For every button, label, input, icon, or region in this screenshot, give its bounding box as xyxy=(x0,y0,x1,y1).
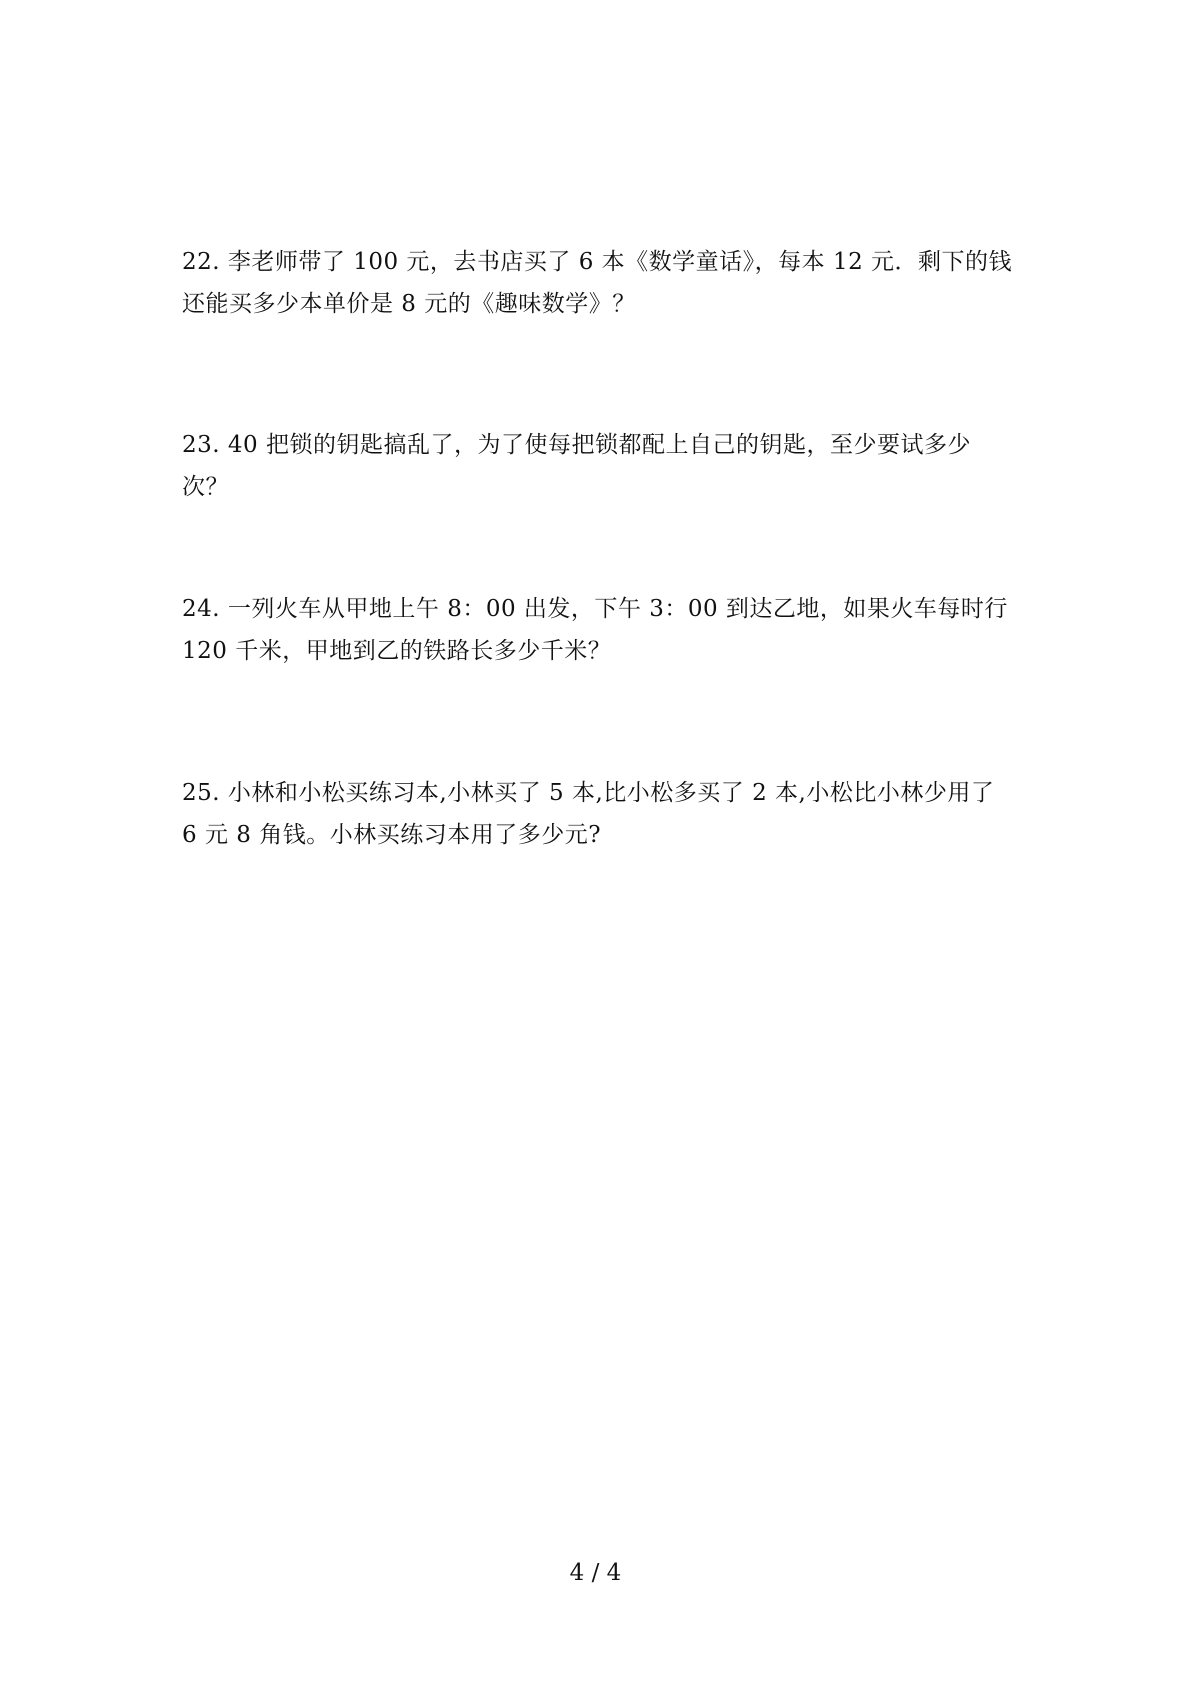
question-number: 24. xyxy=(182,596,221,622)
question-number: 23. xyxy=(182,432,221,458)
question-25-line-2: 6 元 8 角钱。小林买练习本用了多少元? xyxy=(182,822,602,848)
question-text: 小林和小松买练习本,小林买了 5 本,比小松多买了 2 本,小松比小林少用了 xyxy=(227,780,995,806)
question-23-line-2: 次？ xyxy=(182,474,229,500)
question-number: 22. xyxy=(182,249,221,275)
question-text: 40 把锁的钥匙搞乱了，为了使每把锁都配上自己的钥匙，至少要试多少 xyxy=(227,432,971,458)
question-24-line-1 xyxy=(182,588,1022,630)
question-25-line-1 xyxy=(182,772,1022,814)
question-text: 李老师带了 100 元，去书店买了 6 本《数学童话》，每本 12 元．剩下的钱 xyxy=(227,249,1013,275)
question-22-line-2: 还能买多少本单价是 8 元的《趣味数学》？ xyxy=(182,291,636,317)
question-23-line-1 xyxy=(182,424,1022,466)
question-23 xyxy=(182,424,1022,508)
question-25 xyxy=(182,772,1022,856)
question-24-line-2: 120 千米，甲地到乙的铁路长多少千米？ xyxy=(182,638,612,664)
page-number: 4 / 4 xyxy=(569,1560,622,1586)
question-22 xyxy=(182,241,1022,325)
question-text: 一列火车从甲地上午 8：00 出发，下午 3：00 到达乙地，如果火车每时行 xyxy=(227,596,1008,622)
question-22-line-1 xyxy=(182,241,1022,283)
question-24 xyxy=(182,588,1022,672)
question-number: 25. xyxy=(182,780,221,806)
